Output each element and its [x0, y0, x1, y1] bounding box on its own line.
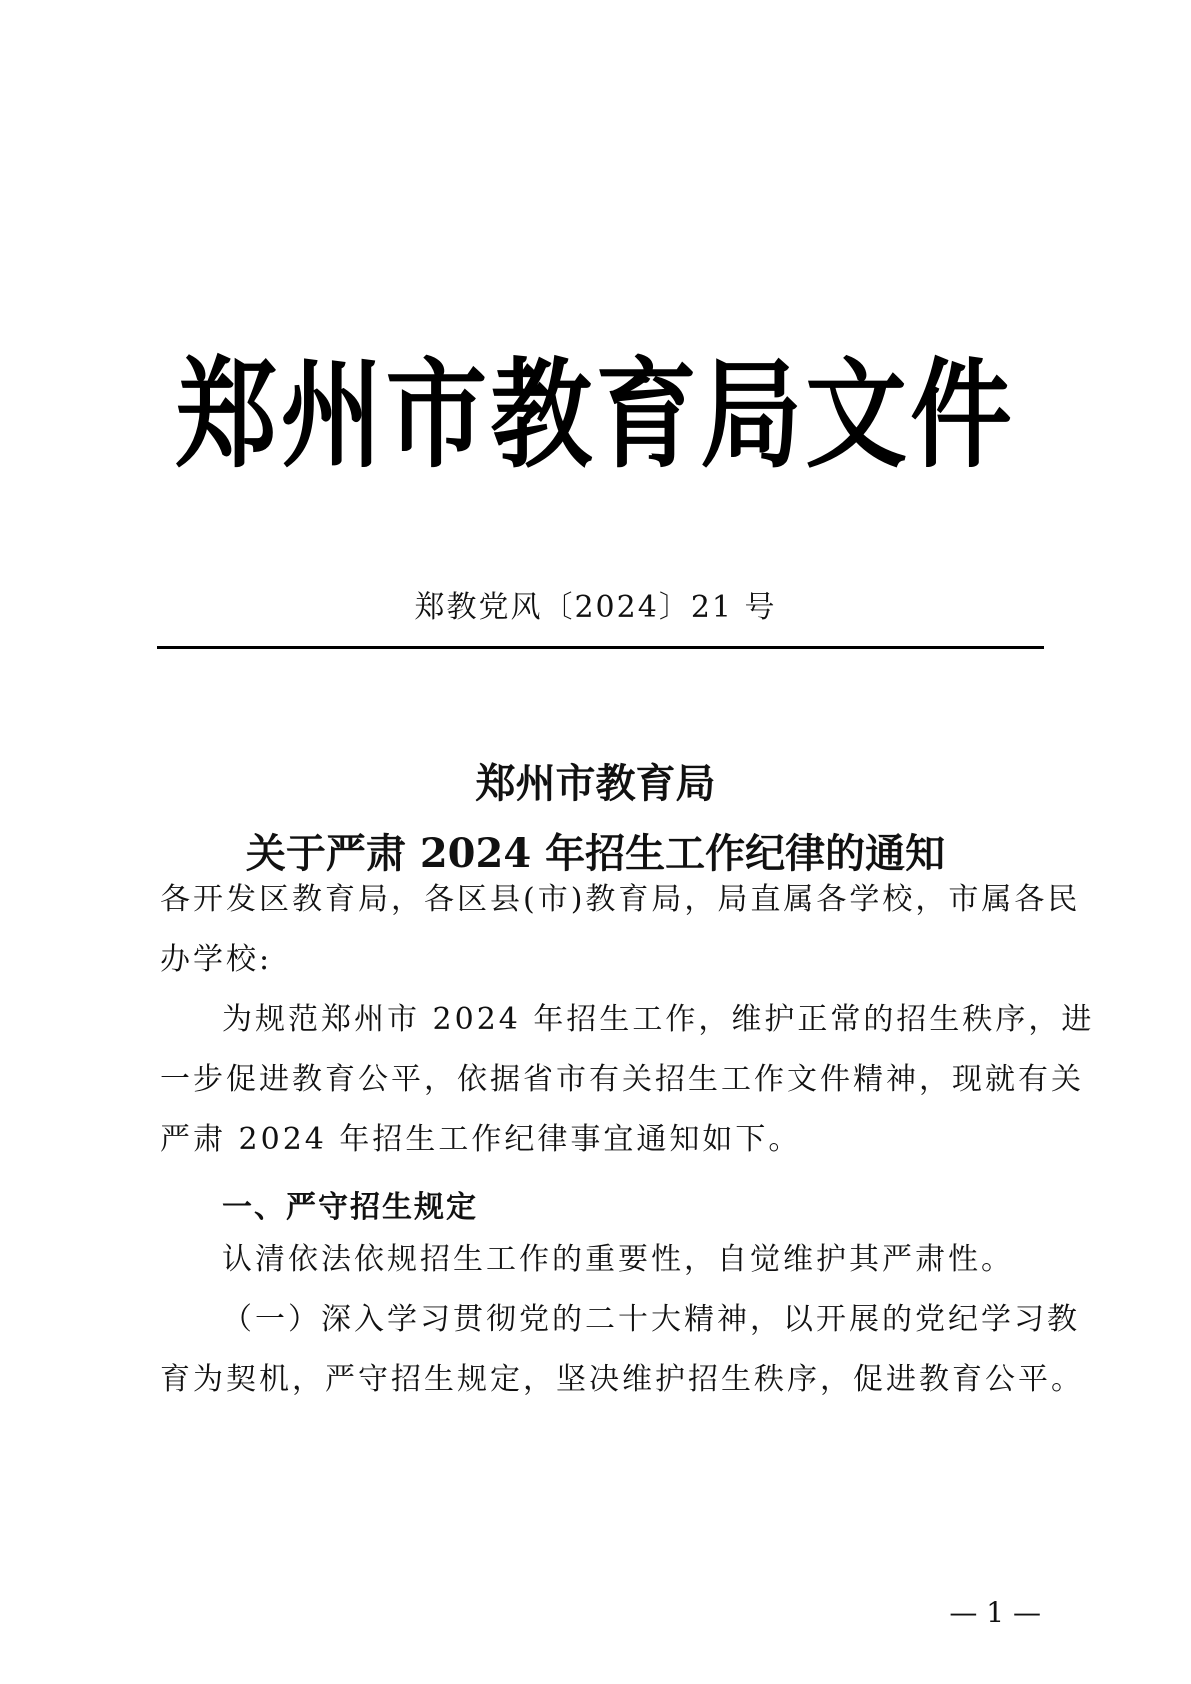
intro-line-2: 一步促进教育公平，依据省市有关招生工作文件精神，现就有关 — [160, 1062, 1084, 1097]
document-header-title: 郑州市教育局文件 — [175, 345, 1016, 484]
section-heading-1: 一、严守招生规定 — [222, 1190, 478, 1225]
addressee-line-1: 各开发区教育局，各区县(市)教育局，局直属各学校，市属各民 — [160, 882, 1081, 917]
notice-title-line-1: 郑州市教育局 — [475, 760, 716, 807]
addressee-line-2: 办学校: — [160, 942, 273, 977]
intro-line-3: 严肃 2024 年招生工作纪律事宜通知如下。 — [160, 1122, 802, 1157]
item-1-line-1: （一）深入学习贯彻党的二十大精神，以开展的党纪学习教 — [222, 1302, 1080, 1337]
section-1-paragraph: 认清依法依规招生工作的重要性，自觉维护其严肃性。 — [222, 1242, 1014, 1277]
intro-line-1: 为规范郑州市 2024 年招生工作，维护正常的招生秩序，进 — [222, 1002, 1095, 1037]
page-number: — 1 — — [949, 1596, 1041, 1629]
document-number: 郑教党风〔2024〕21 号 — [414, 590, 777, 625]
item-1-line-2: 育为契机，严守招生规定，坚决维护招生秩序，促进教育公平。 — [160, 1362, 1084, 1397]
header-divider — [157, 646, 1044, 649]
notice-title-line-2: 关于严肃 2024 年招生工作纪律的通知 — [245, 830, 946, 877]
